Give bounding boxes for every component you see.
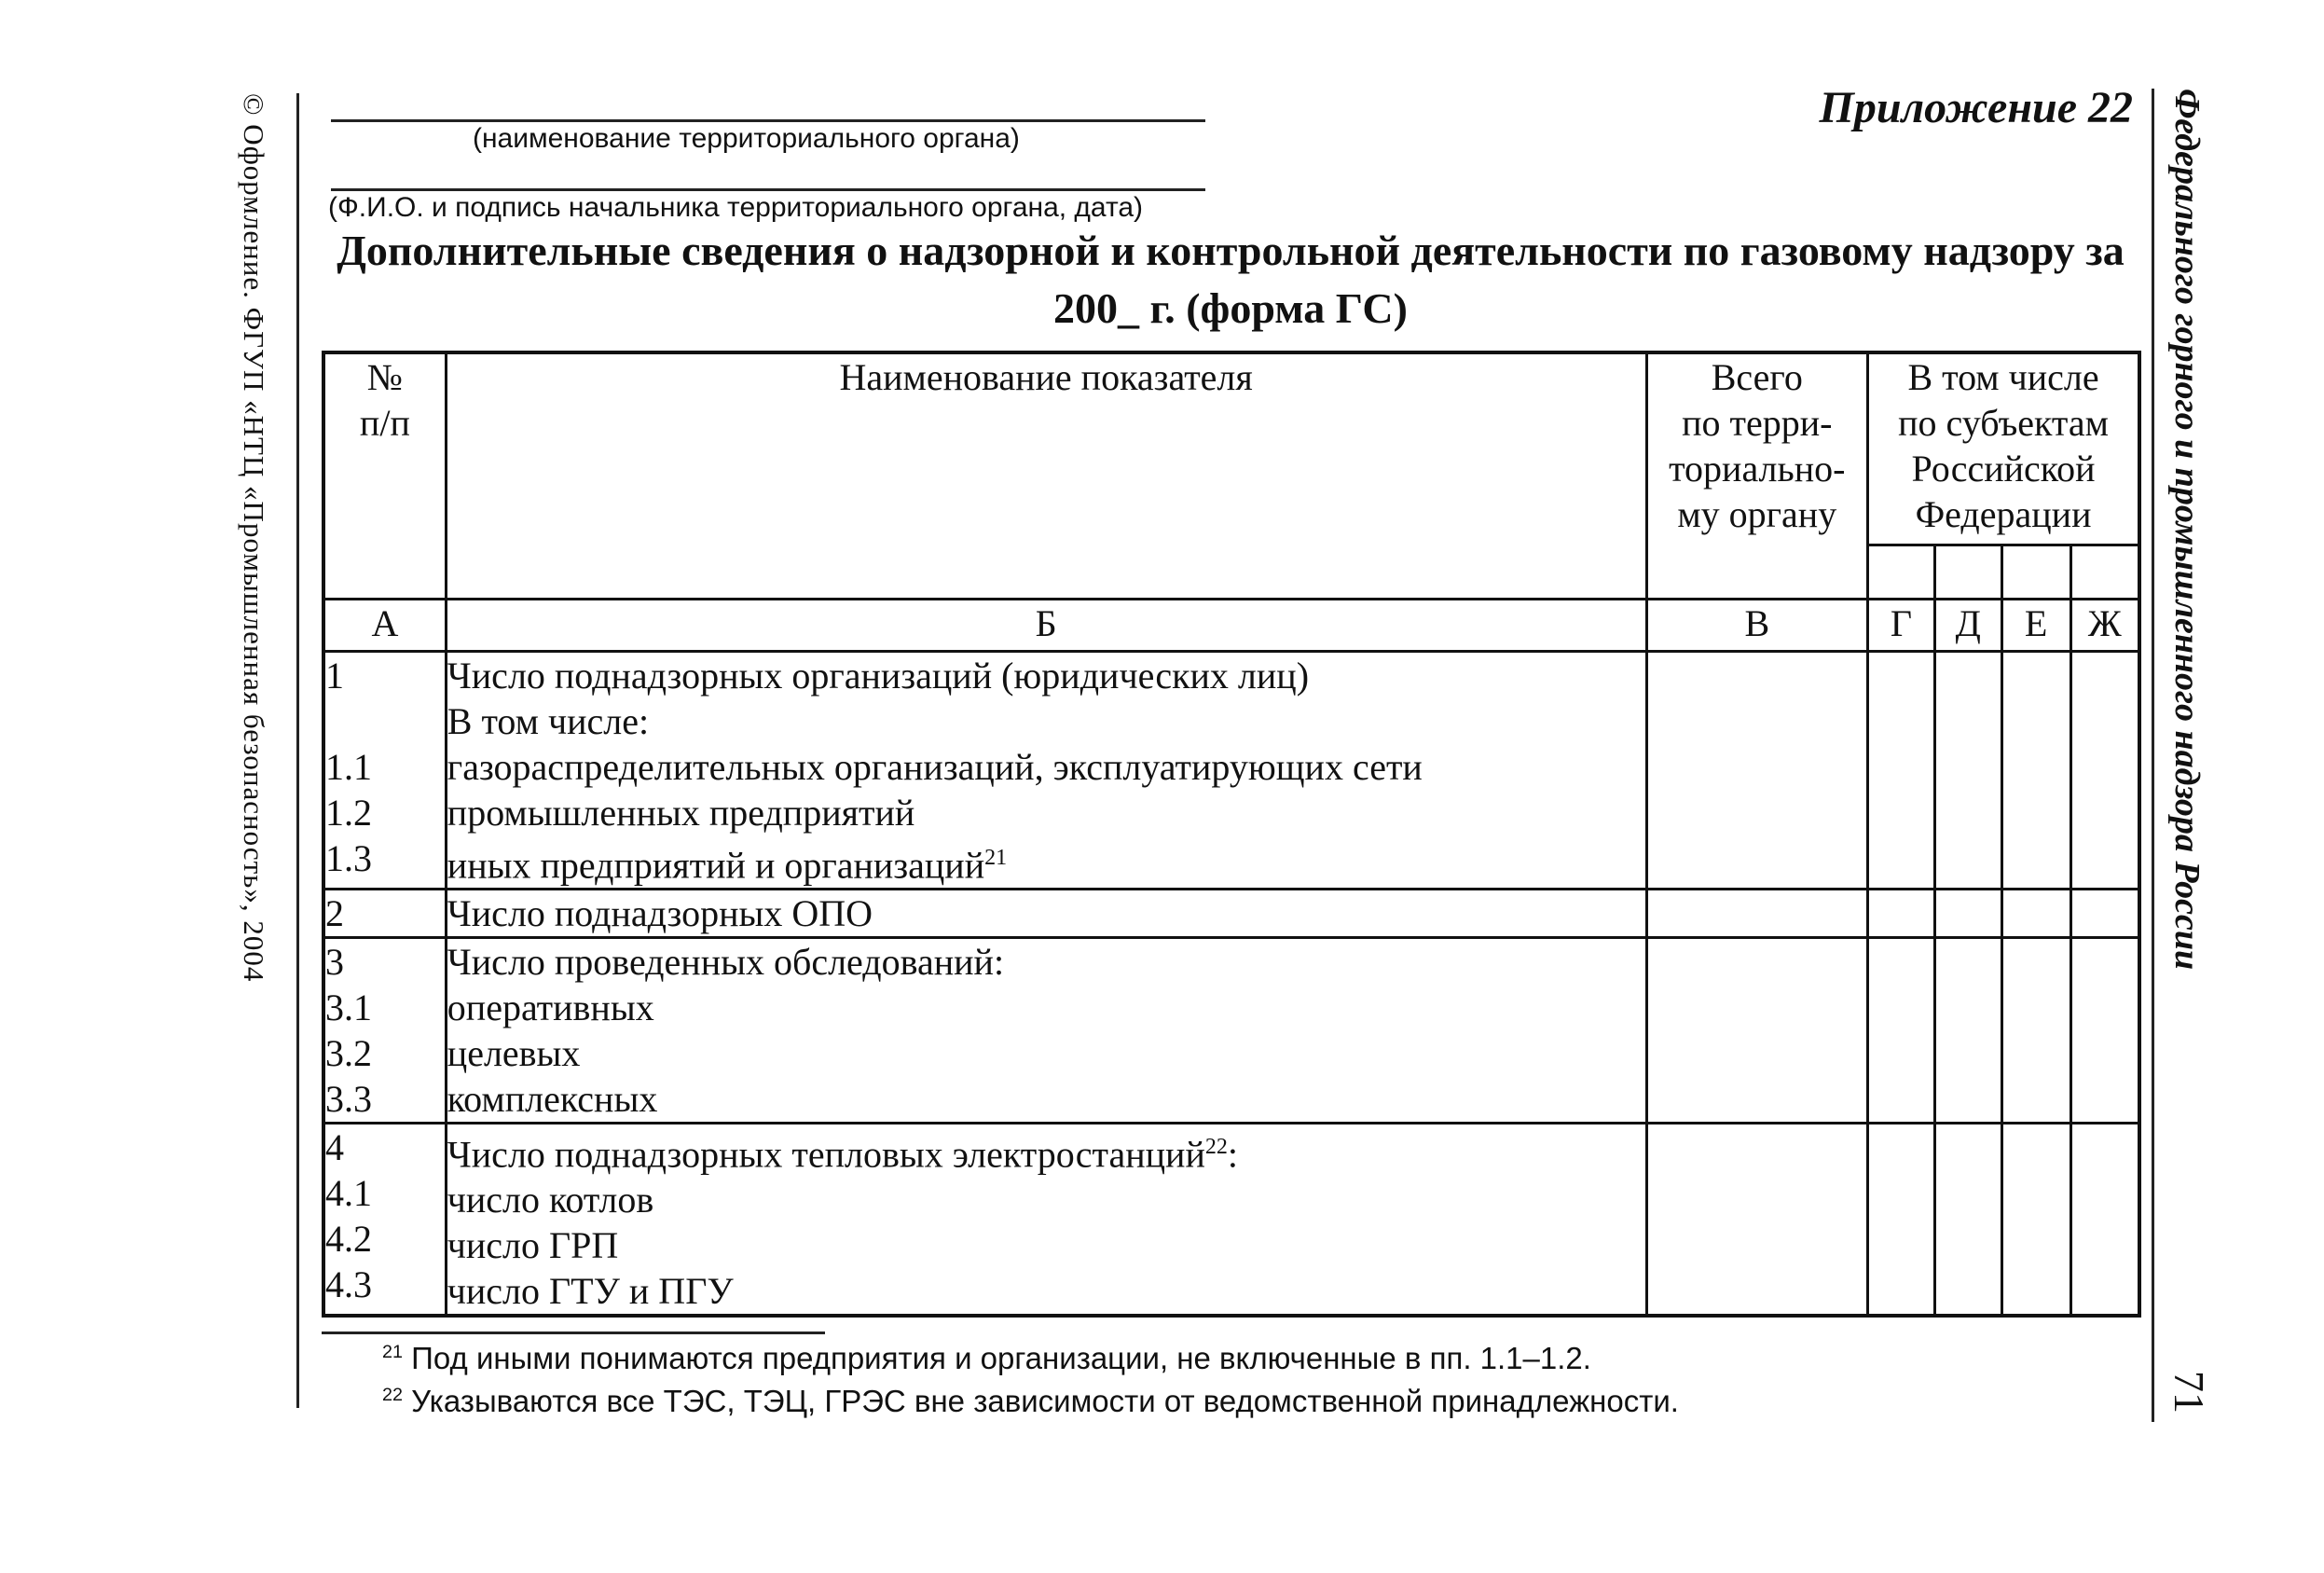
row-number: 4.2 <box>325 1217 372 1260</box>
header-subjects: В том числе по субъектам Российской Федерации <box>1868 352 2139 545</box>
indicator-name <box>447 744 1645 790</box>
indicator-name <box>447 890 1645 936</box>
page-number: 71 <box>2166 1371 2213 1414</box>
indicator-name <box>447 939 1645 985</box>
indicator-text: Число поднадзорных тепловых электростанций <box>447 1133 1205 1176</box>
row-number: 1.3 <box>325 836 372 879</box>
row-number: 1.1 <box>325 745 372 788</box>
indicator-name <box>447 1076 1645 1122</box>
row-number-cell <box>323 1123 446 1316</box>
row-number: 3.2 <box>325 1031 372 1074</box>
letter-d: Д <box>1934 599 2001 651</box>
row-number-cell <box>323 937 446 1123</box>
indicator-text: число ГРП <box>447 1224 619 1267</box>
indicator-name <box>447 985 1645 1030</box>
value-cell <box>2070 1123 2139 1316</box>
table-row <box>323 1123 2139 1316</box>
row-number: 1.2 <box>325 791 372 834</box>
row-number: 3.1 <box>325 986 372 1028</box>
indicator-text: целевых <box>447 1031 581 1074</box>
indicator-name <box>447 653 1645 698</box>
indicator-name-cell <box>446 937 1646 1123</box>
indicator-name <box>447 1268 1645 1314</box>
row-number-cell <box>323 889 446 937</box>
value-cell <box>1868 937 1935 1123</box>
table-row <box>323 651 2139 889</box>
org-name-line <box>331 119 1205 122</box>
footnote-21: $^{21}$ Под иными понимаются предприятия и организации, не включенные в пп. 1.1–1.2. <box>382 1341 1591 1375</box>
signature-caption: (Ф.И.О. и подпись начальника территориального органа, дата) <box>328 192 1144 223</box>
header-indicator-name: Наименование показателя <box>446 352 1646 599</box>
signature-line <box>331 188 1205 191</box>
footnote-rule <box>322 1332 825 1334</box>
row-number: 2 <box>325 891 344 934</box>
letter-zh: Ж <box>2070 599 2139 651</box>
letter-e: Е <box>2001 599 2070 651</box>
indicator-suffix: : <box>1227 1133 1238 1176</box>
right-margin-rule <box>2152 89 2154 1422</box>
form-table <box>322 351 2141 1318</box>
value-cell <box>1646 889 1868 937</box>
table-row <box>323 937 2139 1123</box>
indicator-text: иных предприятий и организаций <box>447 843 985 886</box>
value-cell <box>2001 1123 2070 1316</box>
value-cell <box>1934 651 2001 889</box>
indicator-name-cell <box>446 889 1646 937</box>
row-number: 4 <box>325 1125 344 1168</box>
value-cell <box>2001 937 2070 1123</box>
subject-col-4 <box>2070 545 2139 599</box>
indicator-text: газораспределительных организаций, эксплуатирующих сети <box>447 745 1423 788</box>
letter-b: Б <box>446 599 1646 651</box>
indicator-name <box>447 1222 1645 1268</box>
org-name-caption: (наименование территориального органа) <box>473 123 1020 154</box>
letter-g: Г <box>1868 599 1935 651</box>
running-header-text: Федерального горного и промышленного надзора России <box>2167 89 2207 971</box>
document-title <box>326 222 2135 338</box>
value-cell <box>1934 937 2001 1123</box>
appendix-label: Приложение 22 <box>1819 83 2133 132</box>
indicator-text: число ГТУ и ПГУ <box>447 1270 734 1313</box>
value-cell <box>2070 937 2139 1123</box>
subject-col-3 <box>2001 545 2070 599</box>
value-cell <box>1646 1123 1868 1316</box>
letter-v: В <box>1646 599 1868 651</box>
row-number-cell <box>323 651 446 889</box>
value-cell <box>1646 651 1868 889</box>
footnote-ref: 22 <box>1204 1134 1228 1159</box>
row-number: 1 <box>325 654 344 697</box>
indicator-name-cell <box>446 651 1646 889</box>
value-cell <box>1868 1123 1935 1316</box>
row-number: 4.3 <box>325 1263 372 1305</box>
copyright-margin-text: © Оформление. ФГУП «НТЦ «Промышленная безопасность», 2004 <box>238 93 270 983</box>
value-cell <box>1646 937 1868 1123</box>
title-line-2: 200_ г. (форма ГС) <box>1053 284 1408 332</box>
value-cell <box>1934 1123 2001 1316</box>
value-cell <box>2070 889 2139 937</box>
value-cell <box>1868 651 1935 889</box>
header-total: Всего по терри- ториально- му органу <box>1646 352 1868 599</box>
header-num: № п/п <box>323 352 446 599</box>
indicator-name <box>447 835 1645 888</box>
letter-a: А <box>323 599 446 651</box>
indicator-text: Число поднадзорных ОПО <box>447 891 873 934</box>
left-margin-rule <box>296 93 299 1408</box>
indicator-text: число котлов <box>447 1179 654 1221</box>
indicator-name <box>447 1030 1645 1076</box>
value-cell <box>2001 889 2070 937</box>
row-number: 4.1 <box>325 1171 372 1214</box>
subject-col-1 <box>1868 545 1935 599</box>
row-number <box>325 698 445 744</box>
indicator-text: оперативных <box>447 986 654 1028</box>
indicator-name <box>447 1125 1645 1177</box>
indicator-name-cell <box>446 1123 1646 1316</box>
row-number: 3.3 <box>325 1077 372 1120</box>
value-cell <box>2070 651 2139 889</box>
value-cell <box>1934 889 2001 937</box>
indicator-text: Число поднадзорных организаций (юридических лиц) <box>447 654 1310 697</box>
indicator-name <box>447 790 1645 835</box>
indicator-text: комплексных <box>447 1077 658 1120</box>
title-line-1: Дополнительные сведения о надзорной и контрольной деятельности по газовому надзору за <box>337 227 2125 274</box>
footnote-22: $^{22}$ Указываются все ТЭС, ТЭЦ, ГРЭС вне зависимости от ведомственной принадлежности. <box>382 1384 1679 1418</box>
table-body <box>323 651 2139 1316</box>
table-row <box>323 889 2139 937</box>
indicator-name <box>447 1177 1645 1222</box>
value-cell <box>1868 889 1935 937</box>
row-number: 3 <box>325 940 344 983</box>
indicator-text: промышленных предприятий <box>447 791 915 834</box>
indicator-name <box>447 698 1645 744</box>
indicator-text: Число проведенных обследований: <box>447 940 1005 983</box>
subject-col-2 <box>1934 545 2001 599</box>
value-cell <box>2001 651 2070 889</box>
footnote-ref: 21 <box>984 845 1008 870</box>
indicator-text: В том числе: <box>447 699 650 742</box>
